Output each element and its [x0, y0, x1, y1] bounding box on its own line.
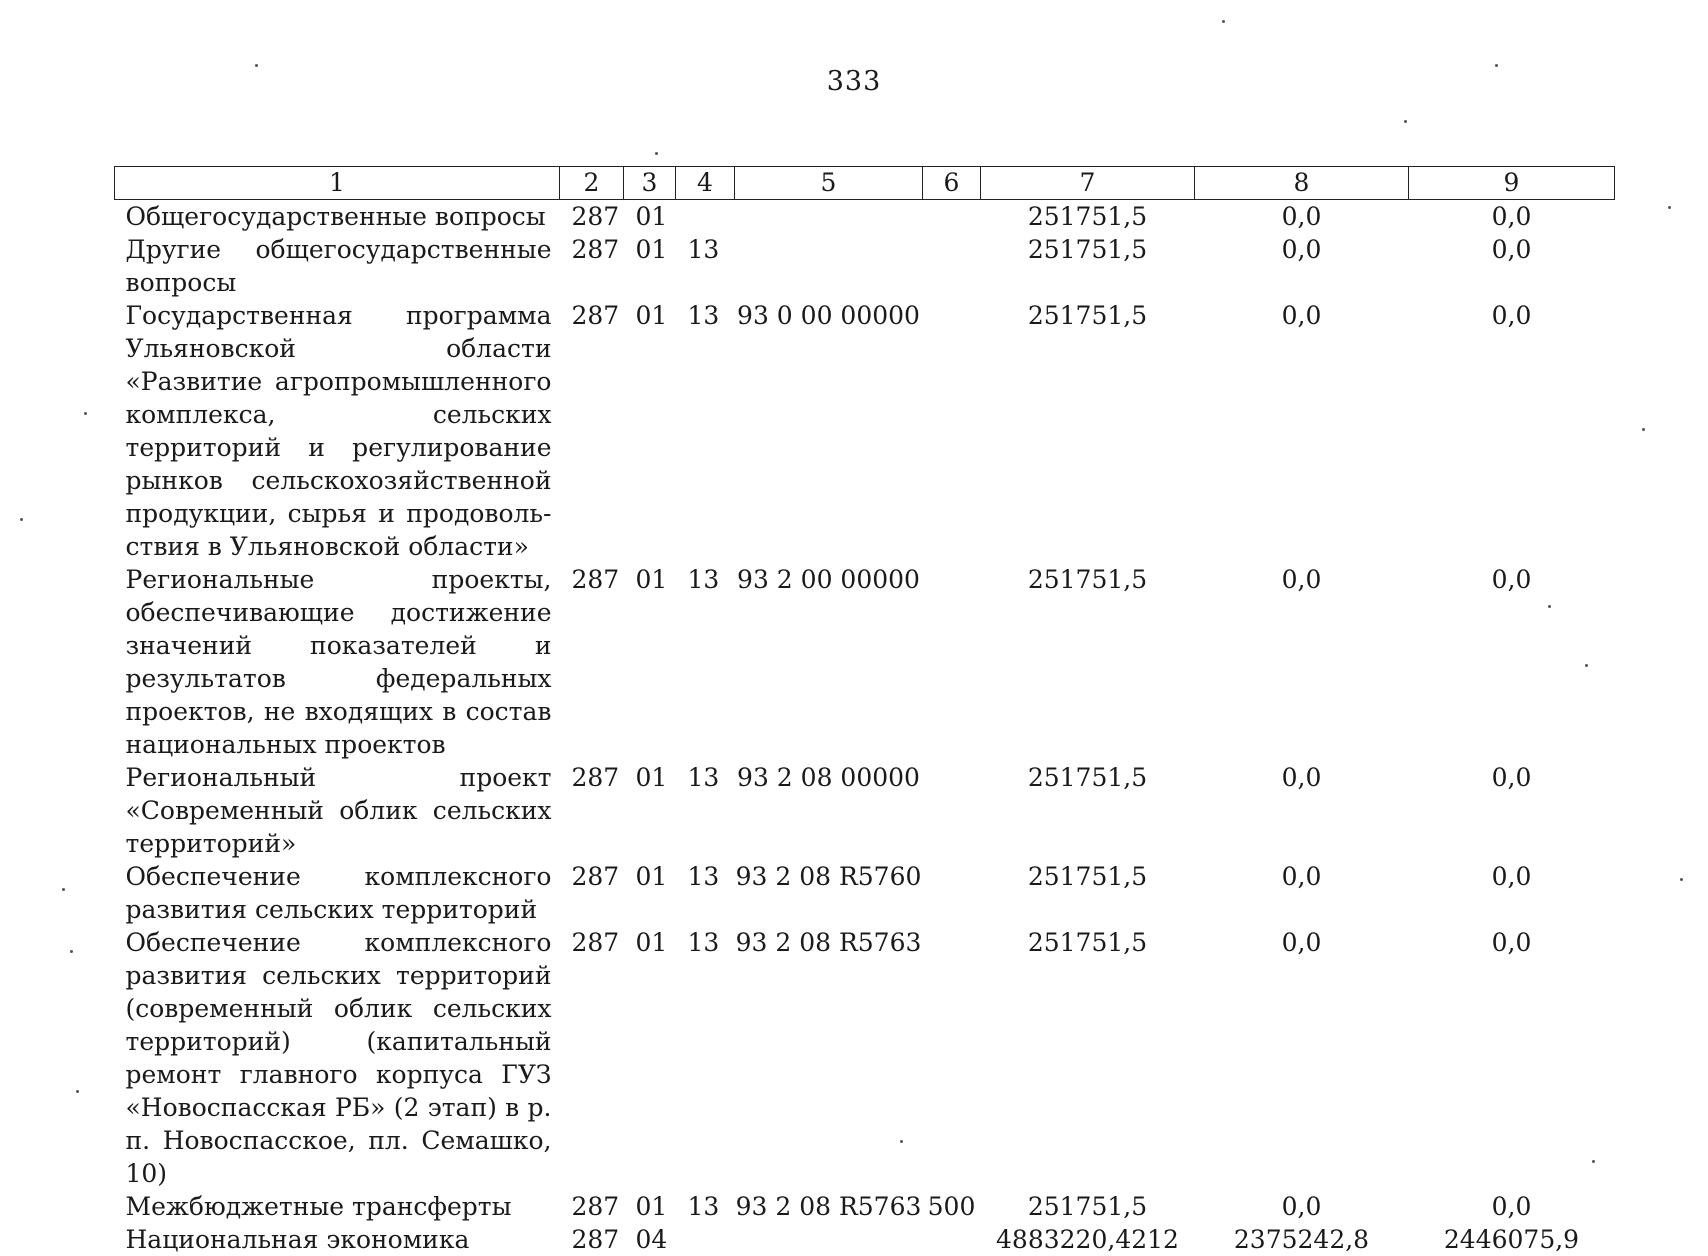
scan-speck [1548, 605, 1551, 608]
row-name: Обеспечение комплексного развития сельских территорий [125, 862, 552, 924]
table-row [115, 200, 1615, 234]
scan-speck [1495, 64, 1498, 67]
row-amount-col9: 0,0 [1491, 301, 1532, 330]
header-cell: 7 [981, 167, 1195, 200]
row-ministry-code: 287 [571, 928, 620, 957]
scan-speck [20, 518, 23, 521]
row-amount-col7: 251751,5 [1027, 1192, 1148, 1221]
scan-speck [1680, 878, 1683, 881]
row-target-article: 93 2 08 R5763 [735, 928, 922, 957]
page-number: 333 [826, 66, 882, 97]
row-ministry-code: 287 [571, 862, 620, 891]
row-subsection-code: 13 [687, 928, 720, 957]
table-row [115, 761, 1615, 860]
row-name: Общегосударственные вопросы [125, 202, 546, 231]
row-ministry-code: 287 [571, 1192, 620, 1221]
row-target-article: 93 2 08 00000 [737, 763, 920, 792]
row-expense-type [923, 233, 981, 299]
scan-speck [255, 64, 258, 67]
row-subsection-code: 13 [687, 565, 720, 594]
row-section-code: 01 [635, 1192, 668, 1221]
row-expense-type: 500 [927, 1192, 976, 1221]
row-amount-col8: 0,0 [1281, 763, 1322, 792]
row-ministry-code: 287 [571, 763, 620, 792]
header-cell: 1 [115, 167, 560, 200]
row-amount-col8: 2375242,8 [1233, 1225, 1370, 1254]
row-amount-col9: 0,0 [1491, 1192, 1532, 1221]
row-amount-col8: 0,0 [1281, 301, 1322, 330]
row-expense-type [923, 1223, 981, 1256]
row-amount-col9: 0,0 [1491, 202, 1532, 231]
header-cell: 5 [735, 167, 923, 200]
row-target-article [735, 200, 923, 234]
row-ministry-code: 287 [571, 1225, 620, 1254]
row-amount-col7: 251751,5 [1027, 301, 1148, 330]
row-expense-type [923, 299, 981, 563]
row-amount-col7: 4883220,4212 [996, 1225, 1179, 1254]
row-subsection-code: 13 [687, 235, 720, 264]
row-expense-type [923, 761, 981, 860]
scan-speck [62, 888, 65, 891]
scan-speck [1585, 664, 1588, 667]
table-row [115, 926, 1615, 1190]
row-name: Региональные проекты, обеспечивающие достижение значений показателей и результатов федеральных проектов, не входящих в состав национальных проектов [125, 565, 552, 759]
header-cell: 2 [560, 167, 624, 200]
row-name: Обеспечение комплексного развития сельских территорий (современный облик сельских территорий) (капитальный ремонт главного корпуса ГУЗ «Новоспасская РБ» (2 этап) в р. п. Новоспасское, пл. Семашко, 10) [125, 928, 552, 1188]
row-amount-col8: 0,0 [1281, 928, 1322, 957]
row-section-code: 01 [635, 202, 668, 231]
table-row [115, 860, 1615, 926]
row-subsection-code [676, 1223, 735, 1256]
row-name: Другие общегосударственные вопросы [125, 235, 552, 297]
row-amount-col8: 0,0 [1281, 235, 1322, 264]
header-cell: 9 [1409, 167, 1615, 200]
row-section-code: 01 [635, 235, 668, 264]
scan-speck [70, 950, 73, 953]
scan-speck [84, 412, 87, 415]
row-amount-col8: 0,0 [1281, 565, 1322, 594]
row-ministry-code: 287 [571, 565, 620, 594]
table-row [115, 563, 1615, 761]
row-amount-col7: 251751,5 [1027, 202, 1148, 231]
row-section-code: 01 [635, 862, 668, 891]
row-amount-col9: 0,0 [1491, 235, 1532, 264]
row-subsection-code: 13 [687, 301, 720, 330]
row-target-article: 93 2 08 R5763 [735, 1192, 922, 1221]
row-expense-type [923, 563, 981, 761]
scan-speck [76, 1090, 79, 1093]
row-expense-type [923, 200, 981, 234]
row-amount-col8: 0,0 [1281, 1192, 1322, 1221]
row-name: Государственная программа Ульяновской области «Развитие агропромышленного комплекса, сельских территорий и регулирование рынков сельскохозяйственной продукции, сырья и продовольствия в Ульяновской области» [125, 301, 552, 561]
header-cell: 8 [1195, 167, 1409, 200]
row-name: Межбюджетные трансферты [125, 1192, 512, 1221]
row-subsection-code: 13 [687, 862, 720, 891]
row-amount-col9: 2446075,9 [1443, 1225, 1580, 1254]
row-name: Национальная экономика [125, 1225, 470, 1254]
row-target-article: 93 2 08 R5760 [735, 862, 922, 891]
header-cell: 3 [624, 167, 676, 200]
scan-speck [1592, 1160, 1595, 1163]
row-target-article: 93 2 00 00000 [737, 565, 920, 594]
row-amount-col9: 0,0 [1491, 862, 1532, 891]
row-amount-col8: 0,0 [1281, 202, 1322, 231]
row-amount-col7: 251751,5 [1027, 928, 1148, 957]
row-name: Региональный проект «Современный облик сельских территорий» [125, 763, 552, 858]
row-amount-col8: 0,0 [1281, 862, 1322, 891]
table-row [115, 299, 1615, 563]
scan-speck [1404, 120, 1407, 123]
row-subsection-code: 13 [687, 763, 720, 792]
table-row [115, 1223, 1615, 1256]
row-amount-col7: 251751,5 [1027, 565, 1148, 594]
row-expense-type [923, 926, 981, 1190]
row-amount-col9: 0,0 [1491, 763, 1532, 792]
budget-table [114, 166, 1615, 1256]
row-section-code: 01 [635, 565, 668, 594]
row-amount-col9: 0,0 [1491, 928, 1532, 957]
table-row [115, 233, 1615, 299]
row-section-code: 04 [635, 1225, 668, 1254]
row-amount-col7: 251751,5 [1027, 862, 1148, 891]
row-section-code: 01 [635, 763, 668, 792]
header-cell: 6 [923, 167, 981, 200]
row-target-article: 93 0 00 00000 [737, 301, 920, 330]
scan-speck [1668, 206, 1671, 209]
scan-speck [1642, 428, 1645, 431]
row-ministry-code: 287 [571, 235, 620, 264]
row-section-code: 01 [635, 928, 668, 957]
table-header-row [115, 167, 1615, 200]
row-expense-type [923, 860, 981, 926]
row-subsection-code [676, 200, 735, 234]
row-amount-col7: 251751,5 [1027, 235, 1148, 264]
row-ministry-code: 287 [571, 202, 620, 231]
row-subsection-code: 13 [687, 1192, 720, 1221]
row-target-article [735, 233, 923, 299]
row-section-code: 01 [635, 301, 668, 330]
row-amount-col7: 251751,5 [1027, 763, 1148, 792]
table-row [115, 1190, 1615, 1223]
scan-speck [655, 152, 658, 155]
scan-speck [900, 1140, 903, 1143]
row-ministry-code: 287 [571, 301, 620, 330]
row-amount-col9: 0,0 [1491, 565, 1532, 594]
header-cell: 4 [676, 167, 735, 200]
scan-speck [1222, 20, 1225, 23]
row-target-article [735, 1223, 923, 1256]
